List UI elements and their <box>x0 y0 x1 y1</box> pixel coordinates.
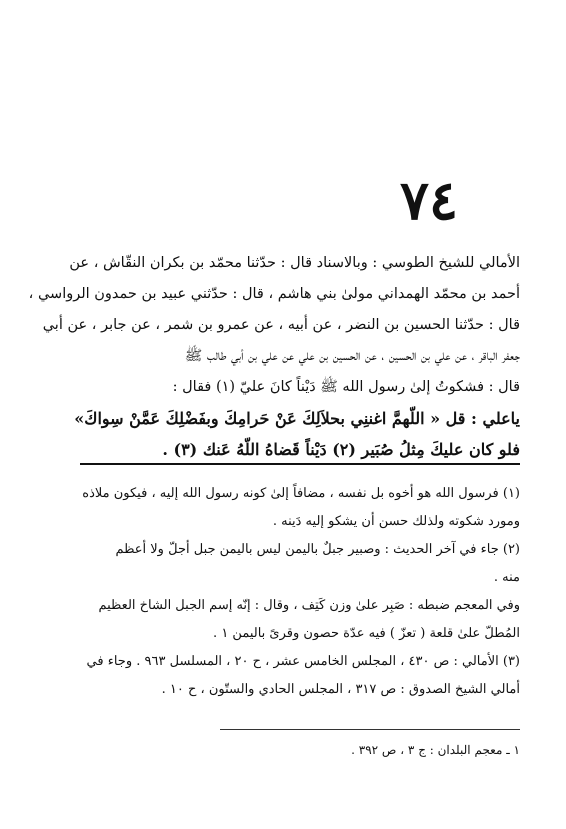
footnote-line: أمالي الشيخ الصدوق : ص ٣١٧ ، المجلس الحادي والستّون ، ح ١٠ . <box>161 682 520 697</box>
footnote-separator <box>80 463 520 465</box>
body-line: جعفر الباقر ، عن علي بن الحسين ، عن الحسين بن علي عن علي بن أبي طالب ﷺ <box>184 348 520 364</box>
footnote-line: وفي المعجم ضبطه : صَبِر علىٰ وزن كَتِف ، وقال : إنّه إسم الجبل الشاخ العظيم <box>98 598 520 613</box>
body-line: قال : فشكوتُ إلىٰ رسول الله ﷺ دَيْناً كانَ عليّ (١) فقال : <box>172 379 520 395</box>
saying-line: فلو كان عليكَ مِثلُ صُبَير (٢) دَيْناً قَضاهُ اللّهُ عَنك (٣) . <box>162 440 520 459</box>
saying-line: ياعلي : قل « اللّهمَّ اغننِي بحلاَلِكَ عَنْ حَرامِكَ وبفَضْلِكَ عَمَّنْ سِواكَ» <box>74 409 520 428</box>
reference-separator <box>220 729 520 730</box>
reference-note: ١ ـ معجم البلدان : ج ٣ ، ص ٣٩٢ . <box>351 743 520 757</box>
footnote-line: (١) فرسول الله هو أخوه بل نفسه ، مضافاً إلىٰ كونه رسول الله إليه ، فيكون ملاذه <box>82 486 520 501</box>
footnote-line: منه . <box>493 570 520 585</box>
hadith-body <box>28 248 520 465</box>
footnote-line: (٢) جاء في آخر الحديث : وصبير جبلٌ باليمن ليس باليمن جبل أجلّ ولا أعظم <box>115 542 520 557</box>
footnotes <box>80 480 520 704</box>
body-line: قال : حدّثنا الحسين بن النضر ، عن أبيه ، عن عمرو بن شمر ، عن جابر ، عن أبي <box>42 317 520 333</box>
footnote-line: ومورد شكوته ولذلك حسن أن يشكو إليه دَينه . <box>272 514 520 529</box>
body-line: الأمالي للشيخ الطوسي : وبالاسناد قال : حدّثنا محمّد بن بكران النقّاش ، عن <box>69 255 520 271</box>
footnote-line: (٣) الأمالي : ص ٤٣٠ ، المجلس الخامس عشر ، ح ٢٠ ، المسلسل ٩٦٣ . وجاء في <box>86 654 520 669</box>
footnote-line: المُطلّ علىٰ قلعة ( تعزّ ) فيه عدّة حصون وقرىً باليمن ١ . <box>213 626 520 641</box>
hadith-number: ٧٤ <box>399 168 458 232</box>
body-line: أحمد بن محمّد الهمداني مولىٰ بني هاشم ، قال : حدّثني عبيد بن حمدون الرواسي ، <box>28 286 520 302</box>
